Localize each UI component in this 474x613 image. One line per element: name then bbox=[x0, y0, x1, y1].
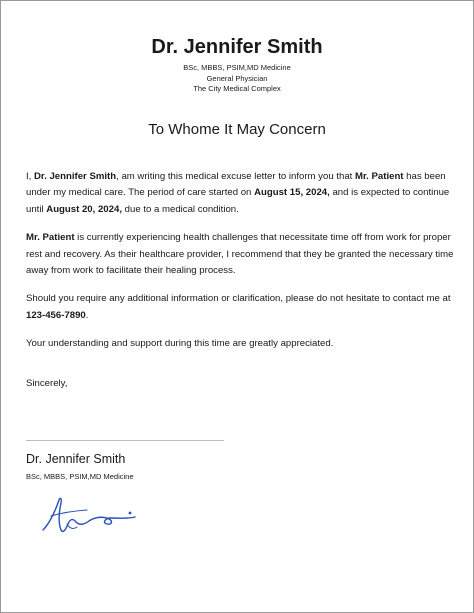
doctor-name: Dr. Jennifer Smith bbox=[151, 36, 323, 58]
text-segment: I, bbox=[26, 171, 34, 182]
letter-body bbox=[26, 169, 454, 365]
patient-name-inline: Mr. Patient bbox=[26, 232, 75, 244]
paragraph-recommendation bbox=[26, 230, 454, 279]
signature-divider bbox=[26, 440, 224, 441]
letterhead bbox=[1, 35, 473, 95]
salutation-heading: To Whome It May Concern bbox=[148, 121, 326, 138]
handwritten-signature bbox=[39, 494, 139, 536]
contact-phone: 123-456-7890 bbox=[26, 309, 86, 321]
doctor-credentials: BSc, MBBS, PSIM,MD Medicine bbox=[183, 63, 291, 72]
text-segment: . bbox=[85, 309, 89, 321]
text-segment: due to a medical condition. bbox=[121, 203, 239, 215]
text-segment: has been under my medical care. The period of care started on bbox=[26, 171, 446, 199]
doctor-name-inline: Dr. Jennifer Smith bbox=[34, 171, 117, 182]
text-segment: and is expected to continue until bbox=[26, 187, 450, 215]
institution-name: The City Medical Complex bbox=[193, 84, 281, 93]
paragraph-care-period bbox=[26, 169, 454, 218]
text-segment: , am writing this medical excuse letter to inform you that bbox=[116, 171, 355, 182]
signature-name: Dr. Jennifer Smith bbox=[26, 452, 126, 466]
paragraph-appreciation bbox=[26, 336, 454, 352]
paragraph-contact bbox=[26, 291, 454, 324]
start-date: August 15, 2024, bbox=[254, 187, 330, 199]
end-date: August 20, 2024, bbox=[46, 203, 122, 215]
doctor-position: General Physician bbox=[206, 73, 268, 83]
signature-credentials: BSc, MBBS, PSIM,MD Medicine bbox=[26, 472, 134, 481]
patient-name-inline: Mr. Patient bbox=[354, 171, 404, 182]
closing-text: Sincerely, bbox=[26, 378, 68, 389]
text-segment: Your understanding and support during this time are greatly appreciated. bbox=[26, 338, 334, 350]
text-segment: Should you require any additional information or clarification, please do not hesitate to contact me at bbox=[26, 293, 451, 305]
text-segment: is currently experiencing health challenges that necessitate time off from work for proper rest and recovery. As their healthcare provider, I recommend that they be granted the necessary time away from work to facilitate their healing process. bbox=[26, 232, 454, 277]
